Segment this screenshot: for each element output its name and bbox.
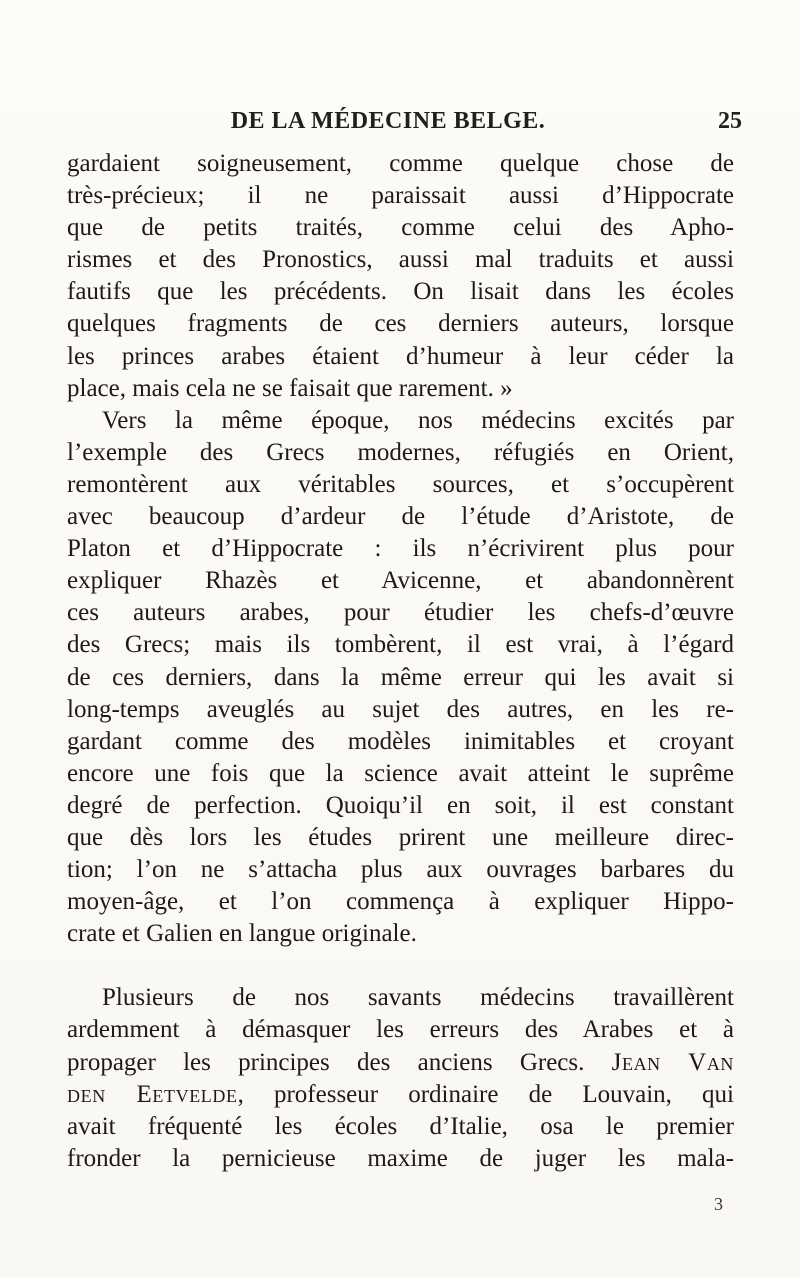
text-line bbox=[67, 1079, 734, 1111]
text-line: long-temps aveuglés au sujet des autres, en les re- bbox=[67, 695, 734, 723]
text-line: encore une fois que la science avait atteint le suprême bbox=[67, 759, 734, 787]
text-line: avec beaucoup d’ardeur de l’étude d’Aristote, de bbox=[67, 503, 734, 531]
text-segment: propager les principes des anciens Grecs. bbox=[67, 1048, 585, 1076]
running-title: DE LA MÉDECINE BELGE. bbox=[230, 108, 546, 134]
text-line: fautifs que les précédents. On lisait dans les écoles bbox=[67, 278, 734, 306]
text-line: de ces derniers, dans la même erreur qui les avait si bbox=[67, 663, 734, 691]
text-line: ardemment à démasquer les erreurs des Arabes et à bbox=[67, 1016, 734, 1044]
text-line: remontèrent aux véritables sources, et s’occupèrent bbox=[67, 470, 734, 498]
text-line: très-précieux; il ne paraissait aussi d’Hippocrate bbox=[67, 182, 734, 210]
text-line: avait fréquenté les écoles d’Italie, osa le premier bbox=[67, 1112, 734, 1140]
text-line: tion; l’on ne s’attacha plus aux ouvrages barbares du bbox=[67, 856, 734, 884]
text-line: les princes arabes étaient d’humeur à leur céder la bbox=[67, 342, 734, 370]
body-text bbox=[67, 148, 734, 1175]
text-line: ces auteurs arabes, pour étudier les chefs-d’œuvre bbox=[67, 599, 734, 627]
page-number: 25 bbox=[718, 108, 742, 134]
text-line: fronder la pernicieuse maxime de juger les mala- bbox=[67, 1144, 734, 1172]
text-line: Plusieurs de nos savants médecins travaillèrent bbox=[102, 984, 734, 1012]
text-line: expliquer Rhazès et Avicenne, et abandonnèrent bbox=[67, 567, 734, 595]
text-line: place, mais cela ne se faisait que rarement. » bbox=[67, 374, 513, 402]
text-line: moyen-âge, et l’on commença à expliquer Hippo- bbox=[67, 888, 734, 916]
paragraph-gap bbox=[67, 950, 734, 982]
text-line: crate et Galien en langue originale. bbox=[67, 920, 417, 948]
text-line: rismes et des Pronostics, aussi mal traduits et aussi bbox=[67, 246, 734, 274]
text-line: degré de perfection. Quoiqu’il en soit, il est constant bbox=[67, 791, 734, 819]
signature-mark: 3 bbox=[714, 1194, 723, 1214]
text-line: Platon et d’Hippocrate : ils n’écrivirent plus pour bbox=[67, 535, 734, 563]
text-line: des Grecs; mais ils tombèrent, il est vrai, à l’égard bbox=[67, 631, 734, 659]
text-line: quelques fragments de ces derniers auteurs, lorsque bbox=[67, 310, 734, 338]
text-line: gardaient soigneusement, comme quelque chose de bbox=[67, 150, 734, 177]
text-line bbox=[67, 1047, 734, 1079]
text-line: que de petits traités, comme celui des Apho- bbox=[67, 214, 734, 242]
person-name: Jean Van bbox=[611, 1048, 734, 1076]
text-line: Vers la même époque, nos médecins excités par bbox=[102, 406, 734, 434]
person-name: den Eetvelde bbox=[67, 1080, 238, 1108]
text-line: l’exemple des Grecs modernes, réfugiés en Orient, bbox=[67, 438, 734, 466]
text-line: que dès lors les études prirent une meilleure direc- bbox=[67, 823, 734, 851]
text-line: gardant comme des modèles inimitables et croyant bbox=[67, 727, 734, 755]
text-segment: , professeur ordinaire de Louvain, qui bbox=[237, 1080, 734, 1108]
